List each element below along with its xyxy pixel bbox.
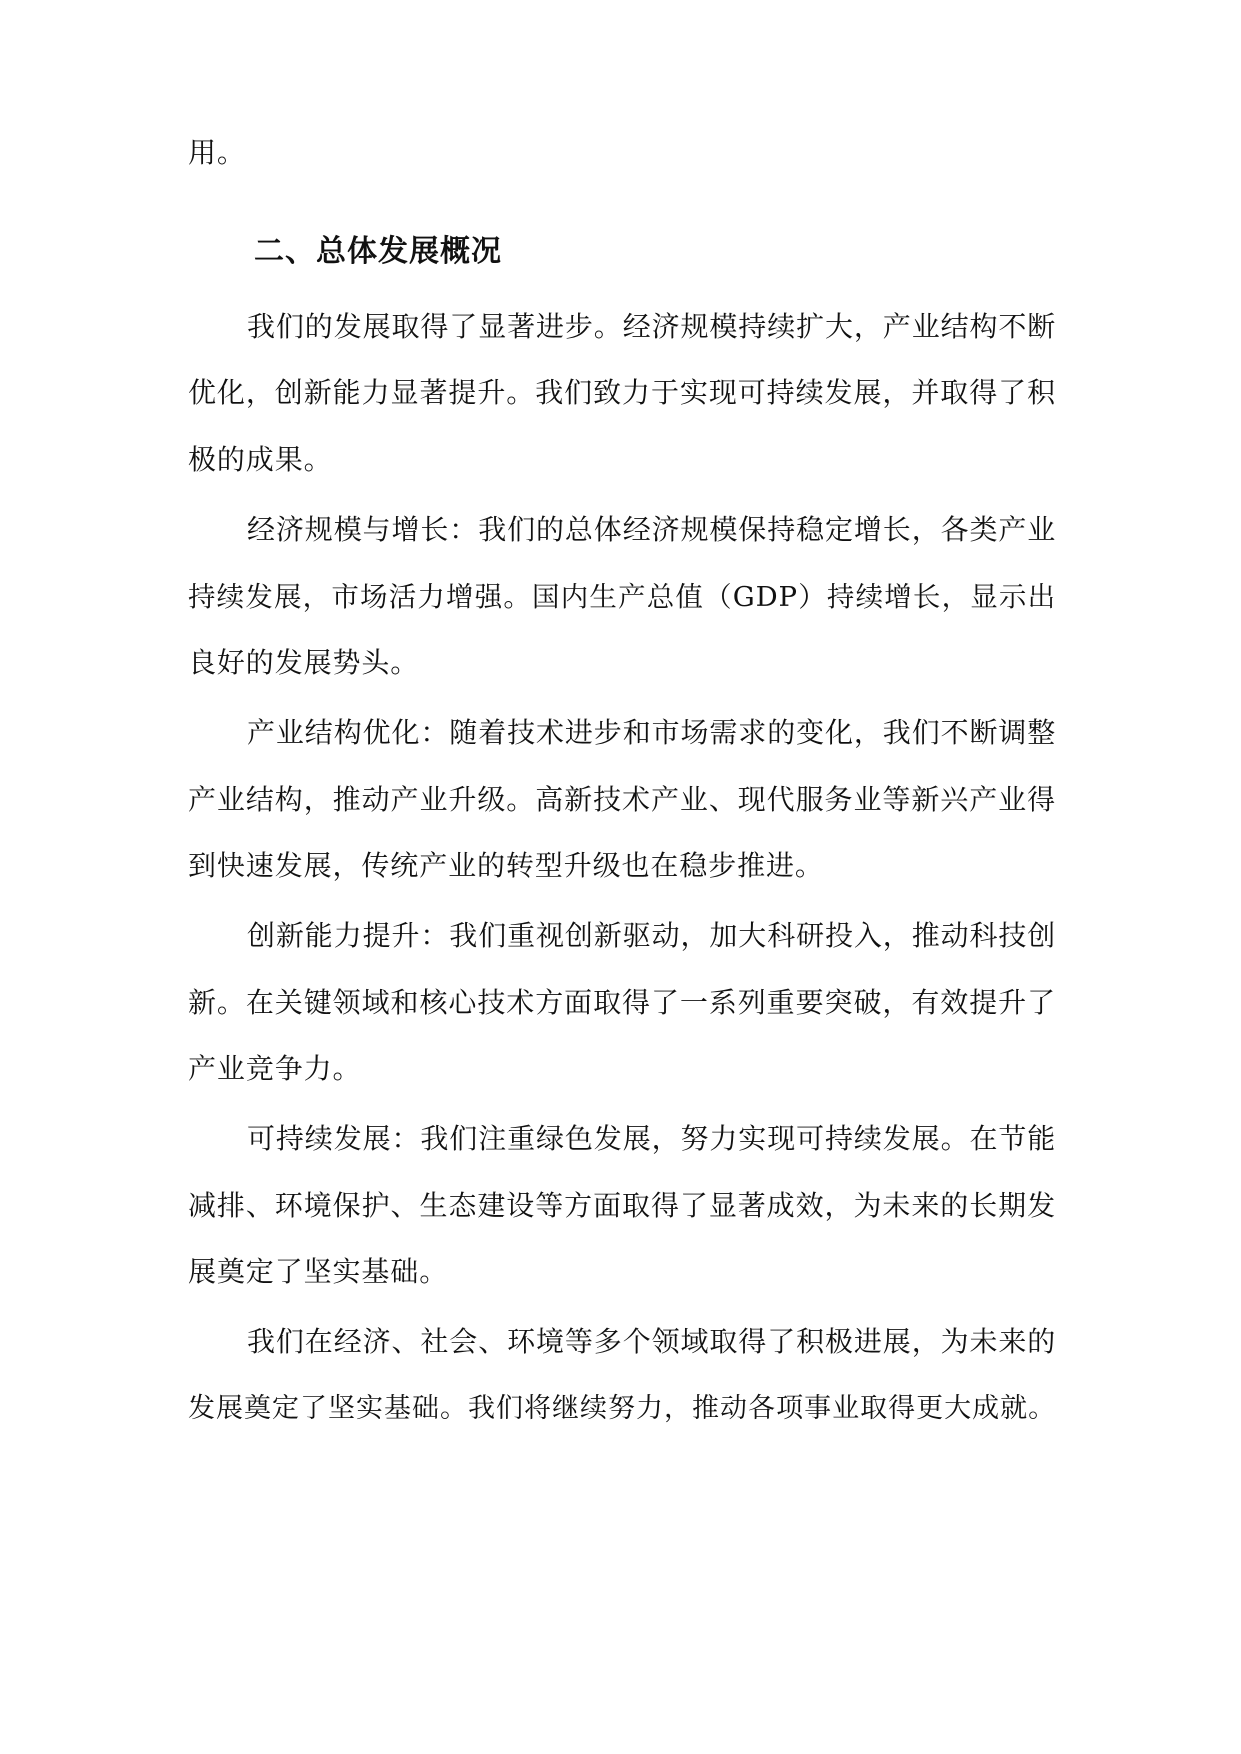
paragraph-line: 发展奠定了坚实基础。我们将继续努力，推动各项事业取得更大成就。 — [188, 1393, 1056, 1424]
paragraph-line: 产业竞争力。 — [188, 1052, 362, 1085]
paragraph-line: 创新能力提升：我们重视创新驱动，加大科研投入，推动科技创 — [247, 919, 1057, 952]
paragraph-line: 极的成果。 — [188, 443, 333, 476]
paragraph-line: 我们的发展取得了显著进步。经济规模持续扩大，产业结构不断 — [247, 310, 1057, 343]
paragraph-line: 良好的发展势头。 — [188, 646, 420, 679]
paragraph-line: 新。在关键领域和核心技术方面取得了一系列重要突破，有效提升了 — [188, 986, 1056, 1019]
paragraph-line: 我们在经济、社会、环境等多个领域取得了积极进展，为未来的 — [247, 1325, 1057, 1358]
paragraph-line: 持续发展，市场活力增强。国内生产总值（GDP）持续增长，显示出 — [188, 581, 1056, 613]
paragraph-line: 可持续发展：我们注重绿色发展，努力实现可持续发展。在节能 — [247, 1122, 1057, 1155]
paragraph-line: 展奠定了坚实基础。 — [188, 1255, 449, 1288]
section-heading: 二、总体发展概况 — [254, 234, 502, 269]
paragraph-line: 到快速发展，传统产业的转型升级也在稳步推进。 — [188, 849, 824, 882]
paragraph-line: 优化，创新能力显著提升。我们致力于实现可持续发展，并取得了积 — [188, 376, 1056, 409]
paragraph-line: 产业结构优化：随着技术进步和市场需求的变化，我们不断调整 — [247, 716, 1057, 749]
carryover-line: 用。 — [188, 136, 246, 169]
paragraph-line: 产业结构，推动产业升级。高新技术产业、现代服务业等新兴产业得 — [188, 783, 1056, 816]
paragraph-line: 减排、环境保护、生态建设等方面取得了显著成效，为未来的长期发 — [188, 1189, 1056, 1222]
paragraph-line: 经济规模与增长：我们的总体经济规模保持稳定增长，各类产业 — [247, 513, 1057, 546]
